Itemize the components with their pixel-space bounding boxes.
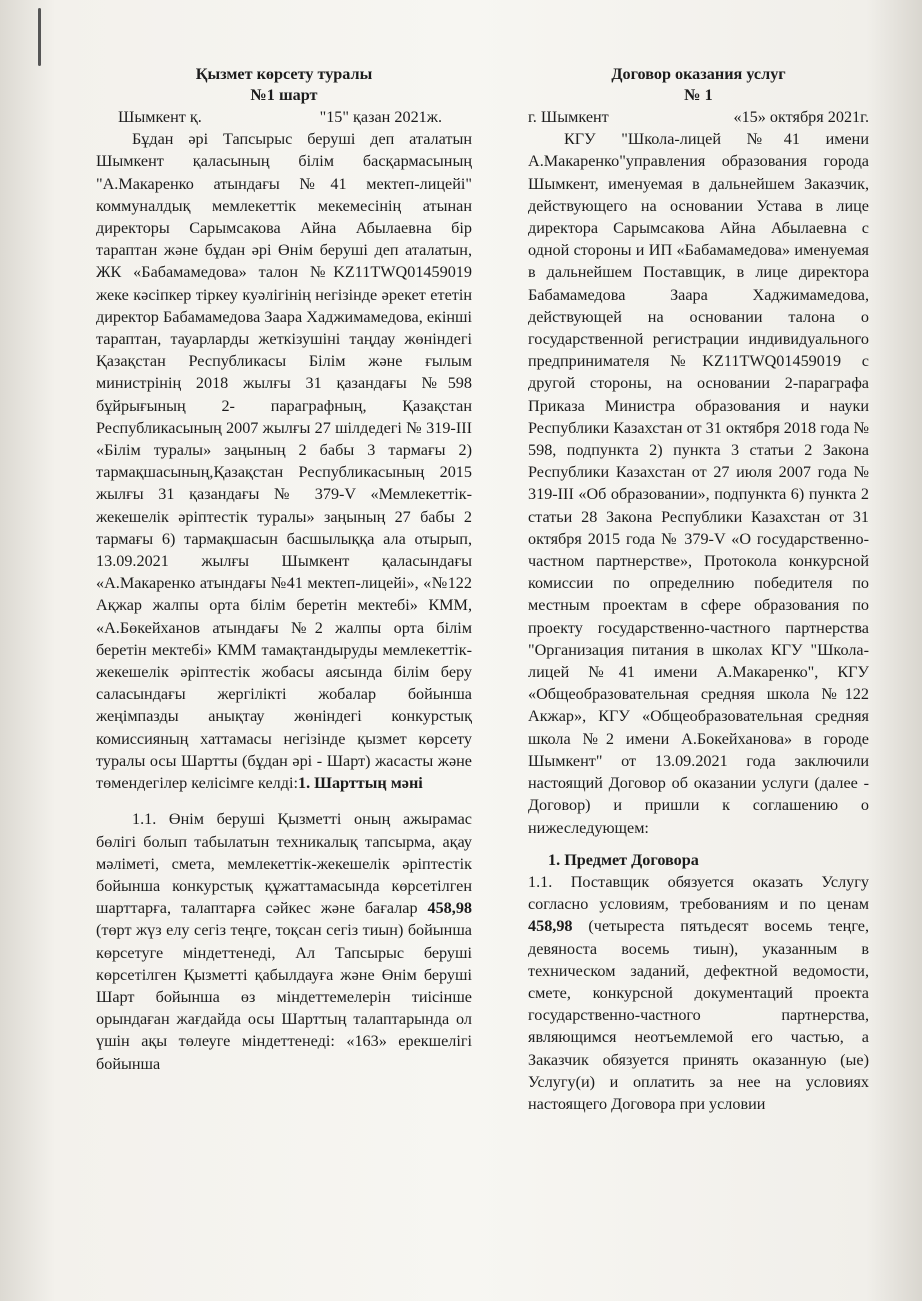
ru-intro-paragraph: КГУ "Школа-лицей №41 имени А.Макаренко"управления образования города Шымкент, именуемая в дальнейшем Заказчик, действующего на основании Устава в лице директора Сарымсакова Айна Абылаевна с одной стороны и ИП «Бабамамедова» именуемая в дальнейшем Поставщик, в лице директора Бабамамедова Заара Хаджимамедова, действующей на основании талона о государственной регистрации индивидуального предпринимателя №KZ11TWQ01459019 с другой стороны, на основании 2-параграфа Приказа Министра образования и науки Республики Казахстан от 31 октября 2018 года № 598, подпункта 2) пункта 3 статьи 2 Закона Республики Казахстан от 27 июля 2007 года № 319-III «Об образовании», подпункта 6) пункта 2 статьи 28 Закона Республики Казахстан от 31 октября 2015 года № 379-V «О государственно-частном партнерстве», Протокола конкурсной комиссии по определнию победителя по местным проектам в сфере образования по проекту государственно-частного партнерства "Организация питания в школах КГУ "Школа-лицей №41 имени А.Макаренко", КГУ «Общеобразовательная средняя школа №122 Акжар», КГУ «Общеобразовательная средняя школа №2 имени А.Бокейханова» в городе Шымкент" от 13.09.2021 года заключили настоящий Договор об оказании услуги (далее - Договор) и пришли к соглашению о нижеследующем: [528, 130, 869, 837]
spacer [96, 794, 472, 808]
ru-price-amount: 458,98 [528, 917, 573, 936]
kz-title: Қызмет көрсету туралы [195, 65, 373, 83]
kz-contract-number: №1 шарт [250, 86, 318, 104]
kz-intro-paragraph [96, 128, 472, 794]
kz-city: Шымкент қ. [118, 108, 202, 126]
kz-date: "15" қазан 2021ж. [319, 108, 442, 126]
binder-mark [38, 8, 41, 66]
kz-dateline [96, 106, 472, 128]
ru-title: Договор оказания услуг [611, 65, 786, 83]
ru-city: г. Шымкент [528, 108, 609, 126]
ru-clause-1-1 [528, 871, 869, 1115]
ru-section-1-heading: 1. Предмет Договора [548, 850, 699, 869]
ru-contract-number: № 1 [684, 86, 713, 104]
kazakh-column [96, 64, 472, 1075]
kz-clause-text-end: (төрт жүз елу сегіз теңге, тоқсан сегіз тиын) бойынша көрсетуге міндеттенеді, Ал Тапсырыс беруші көрсетілген Қызметті қабылдауға және Өнім беруші Шарт бойынша өз міндеттемелерін тиісінше орындаған жағдайда осы Шарттың талаптарында ол үшін ақы төлеуге міндеттенеді: «163» ерекшелігі бойынша [96, 921, 472, 1073]
kz-intro-text: Бұдан әрі Тапсырыс беруші деп аталатын Шымкент қаласының білім басқармасының "А.Макаренко атындағы №41 мектеп-лицейі" коммуналдық мемлекеттік мекемесінің атынан директоры Сарымсакова Айна Абылаевна бір тараптан және бұдан әрі Өнім беруші деп аталатын, ЖК «Бабамамедова» талон №KZ11TWQ01459019 жеке кәсіпкер тіркеу куәлігінің негізінде әрекет ететін директор Бабамамедова Заара Хаджимамедова, екінші тараптан, тауарларды жеткізушіні таңдау жөніндегі Қазақстан Республикасы Білім және ғылым министрінің 2018 жылғы 31 қазандағы №598 бұйрығының 2- параграфның, Қазақстан Республикасының 2007 жылғы 27 шілдедегі № 319-III «Білім туралы» заңының 2 бабы 3 тармағы 2) тармақшасының,Қазақстан Республикасының 2015 жылғы 31 қазандағы № 379-V «Мемлекеттік-жекешелік әріптестік туралы» заңының 27 бабы 2 тармағы 6) тармақшасын басшылыққа ала отырып, 13.09.2021 жылғы Шымкент қаласындағы «А.Макаренко атындағы №41 мектеп-лицейі», «№122 Ақжар жалпы орта білім беретін мектебі» КММ, «А.Бөкейханов атындағы №2 жалпы орта білім беретін мектебі» КММ тамақтандыруды мемлекеттік-жекешелік әріптестік жобасы аясында білім беру саласындағы жергілікті жобалар бойынша жеңімпазды анықтау жөніндегі конкурстық комиссияның хаттамасы негізінде қызмет көрсету туралы осы Шартты (бұдан әрі - Шарт) жасасты және төмендегілер келісімге келді: [96, 130, 472, 793]
ru-dateline [528, 106, 869, 128]
ru-clause-text-start: 1.1. Поставщик обязуется оказать Услугу согласно условиям, требованиям и по ценам [528, 872, 869, 914]
kz-price-amount: 458,98 [427, 899, 472, 918]
kz-section-1-heading: 1. Шарттың мәні [297, 774, 423, 793]
spacer [528, 839, 869, 849]
kz-clause-1-1 [96, 808, 472, 1074]
russian-column [528, 64, 869, 1115]
kz-clause-text-start: 1.1. Өнім беруші Қызметті оның ажырамас бөлігі болып табылатын техникалық тапсырма, ақау мәліметі, смета, мемлекеттік-жекешелік әріптестік бойынша конкурстық құжаттамасында көрсетілген шарттарға, талаптарға сәйкес және бағалар [96, 810, 472, 918]
ru-date: «15» октября 2021г. [733, 108, 869, 126]
ru-clause-text-end: (четыреста пятьдесят восемь теңге, девяноста восемь тиын), указанным в техническом заданий, дефектной ведомости, смете, конкурсной документаций проекта государственно-частного партнерства, являющимся неотъемлемой его частью, а Заказчик обязуется принять оказанную (ые) Услугу(и) и оплатить за нее на условиях настоящего Договора при условии [528, 917, 870, 1113]
